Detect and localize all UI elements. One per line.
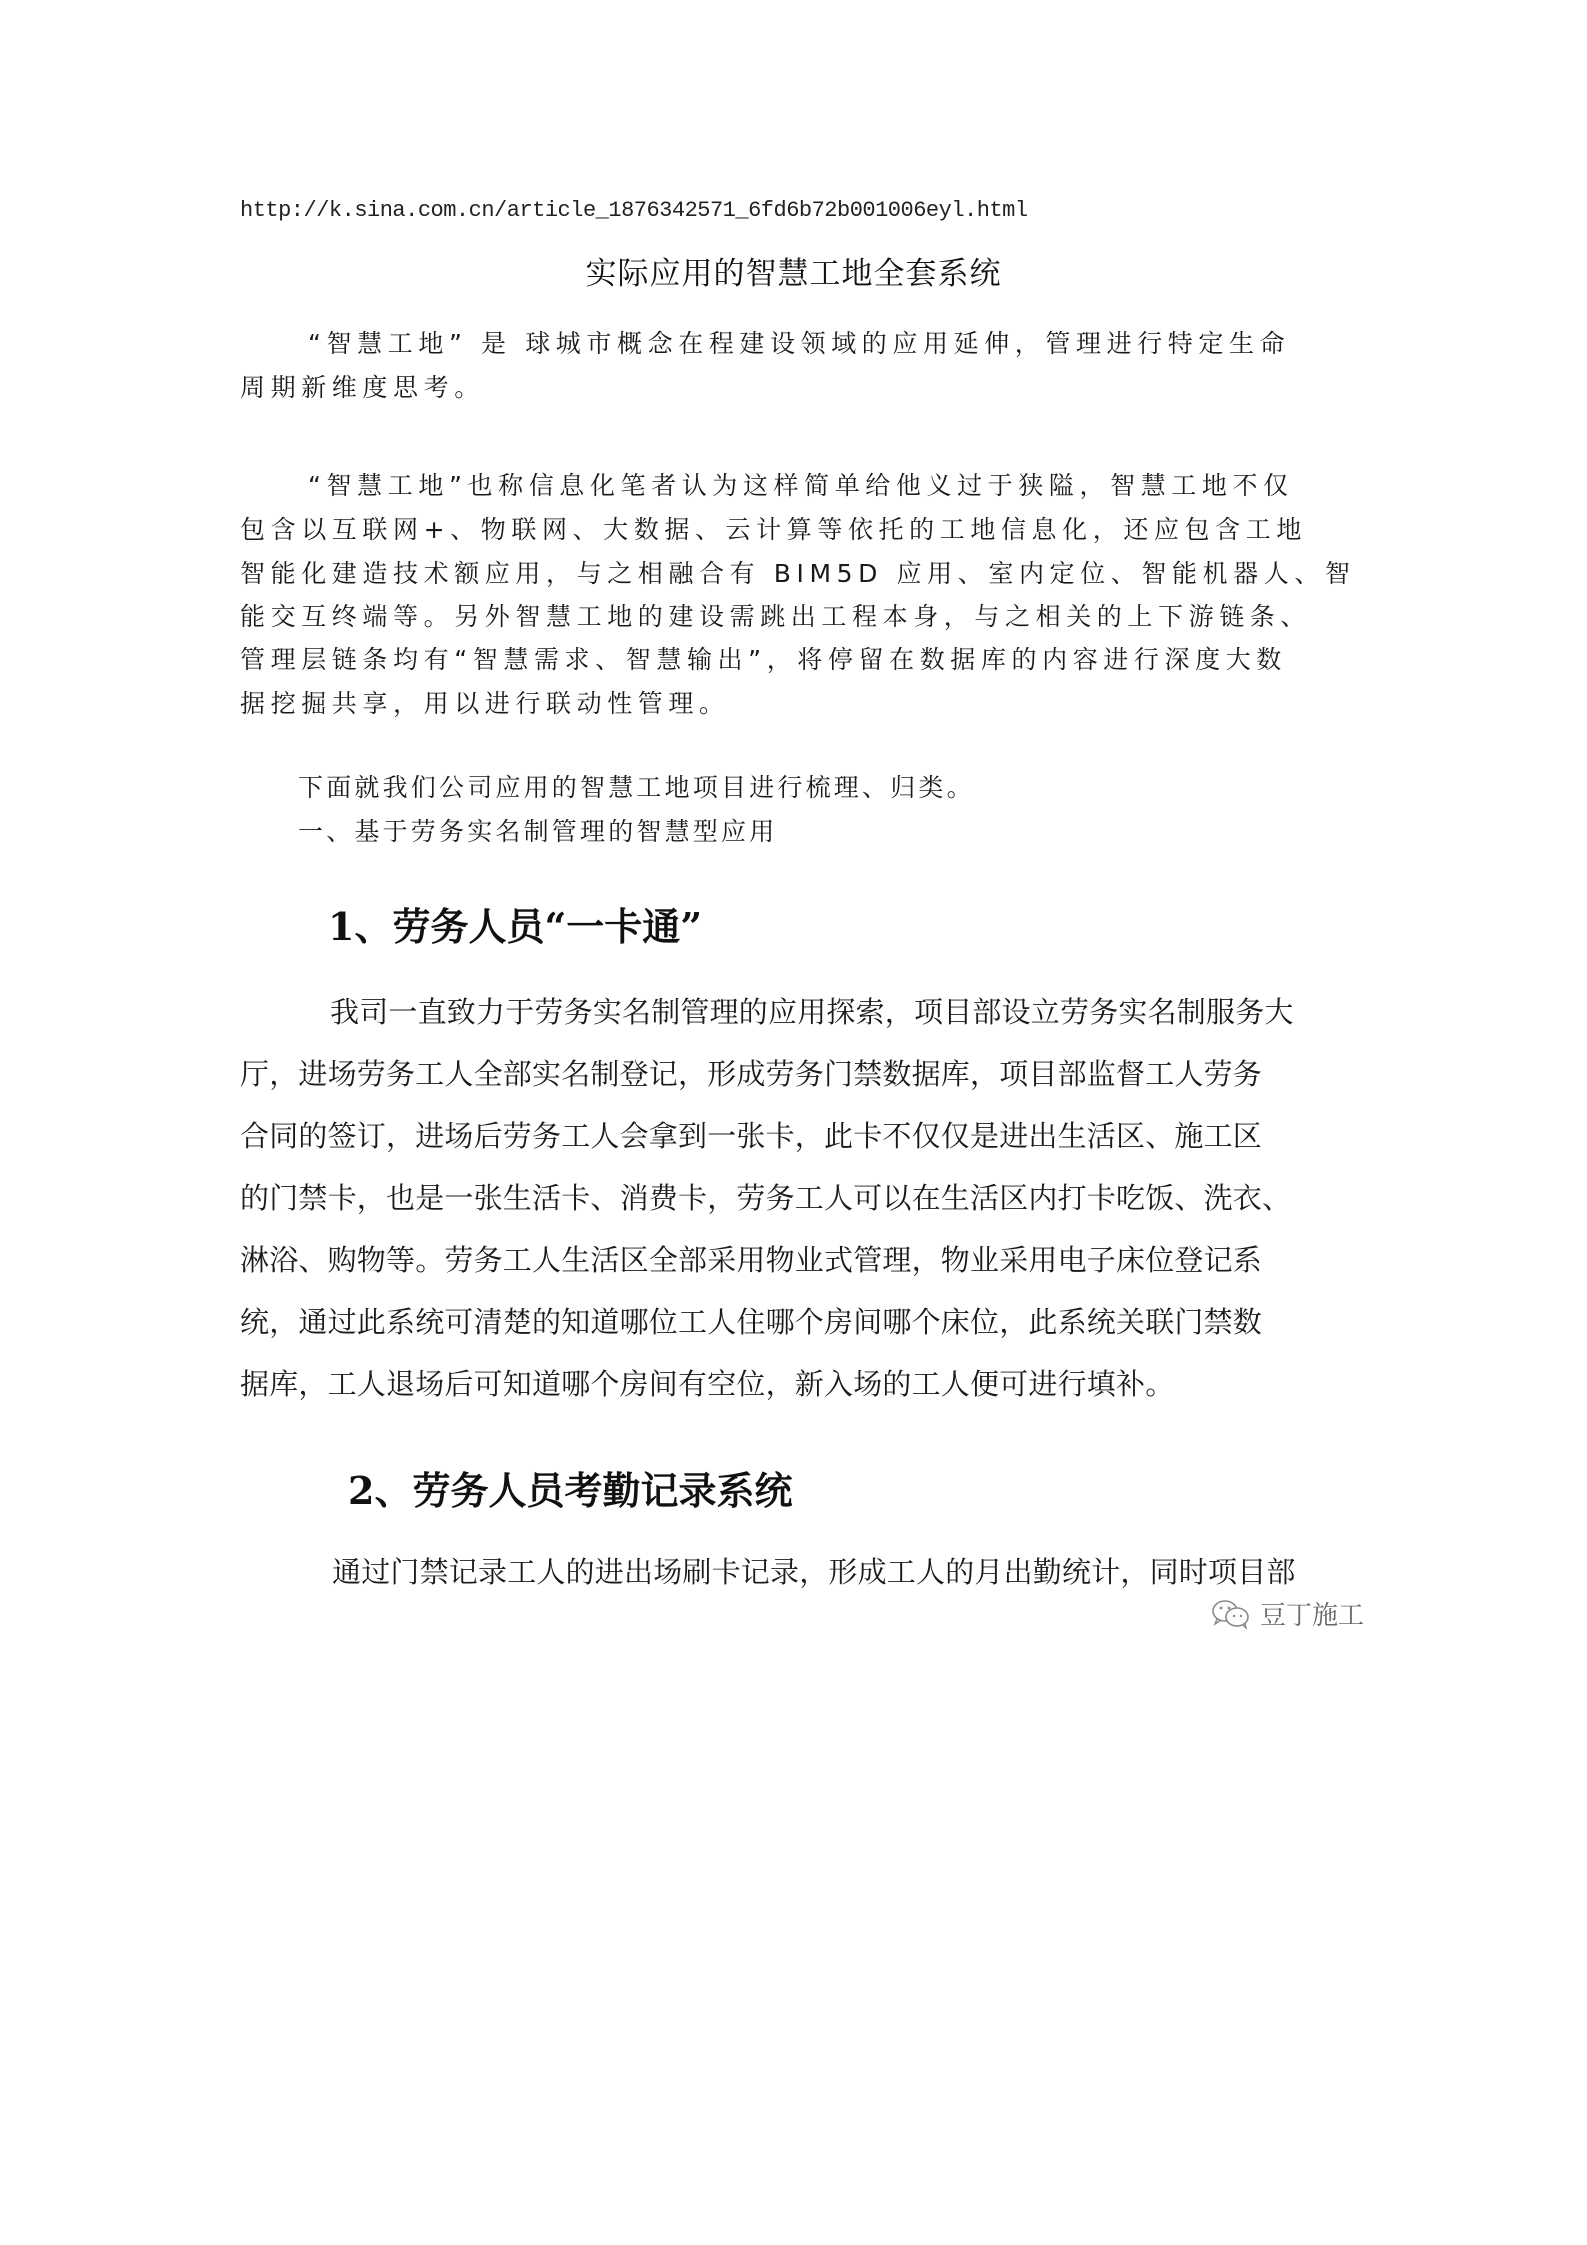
- lead-in-text: 下面就我们公司应用的智慧工地项目进行梳理、归类。: [298, 773, 975, 802]
- subsection-heading: 1、劳务人员“一卡通”: [328, 904, 703, 949]
- text-line: 通过门禁记录工人的进出场刷卡记录，形成工人的月出勤统计，同时项目部: [332, 1555, 1296, 1589]
- watermark-text: 豆丁施工: [1260, 1601, 1365, 1631]
- text-line: 智能化建造技术额应用，与之相融合有 BIM5D 应用、室内定位、智能机器人、智: [240, 559, 1356, 588]
- page-title: 实际应用的智慧工地全套系统: [585, 256, 1002, 292]
- text-line: 合同的签订，进场后劳务工人会拿到一张卡，此卡不仅仅是进出生活区、施工区: [240, 1119, 1263, 1153]
- source-url: http://k.sina.com.cn/article_1876342571_6fd6b72b001006eyl.html: [240, 198, 1028, 223]
- watermark: [1210, 1595, 1364, 1632]
- text-line: 淋浴、购物等。劳务工人生活区全部采用物业式管理，物业采用电子床位登记系: [240, 1243, 1263, 1277]
- text-line: “智慧工地”也称信息化笔者认为这样简单给他义过于狭隘，智慧工地不仅: [308, 471, 1294, 500]
- text-line: 管理层链条均有“智慧需求、智慧输出”，将停留在数据库的内容进行深度大数: [240, 645, 1287, 674]
- text-line: 周期新维度思考。: [240, 373, 485, 402]
- text-line: 据库，工人退场后可知道哪个房间有空位，新入场的工人便可进行填补。: [240, 1367, 1175, 1401]
- section-heading: 一、基于劳务实名制管理的智慧型应用: [298, 817, 778, 846]
- text-line: 包含以互联网+、物联网、大数据、云计算等依托的工地信息化，还应包含工地: [240, 515, 1307, 544]
- text-line: 据挖掘共享，用以进行联动性管理。: [240, 689, 730, 718]
- text-line: 的门禁卡，也是一张生活卡、消费卡，劳务工人可以在生活区内打卡吃饭、洗衣、: [240, 1181, 1292, 1215]
- wechat-icon: [1210, 1598, 1252, 1630]
- text-line: 能交互终端等。另外智慧工地的建设需跳出工程本身，与之相关的上下游链条、: [240, 602, 1312, 631]
- text-line: “智慧工地” 是 球城市概念在程建设领域的应用延伸，管理进行特定生命: [308, 329, 1291, 358]
- subsection-heading: 2、劳务人员考勤记录系统: [348, 1468, 793, 1513]
- text-line: 厅，进场劳务工人全部实名制登记，形成劳务门禁数据库，项目部监督工人劳务: [240, 1057, 1263, 1091]
- text-line: 统，通过此系统可清楚的知道哪位工人住哪个房间哪个床位，此系统关联门禁数: [240, 1305, 1263, 1339]
- text-line: 我司一直致力于劳务实名制管理的应用探索，项目部设立劳务实名制服务大: [330, 995, 1294, 1029]
